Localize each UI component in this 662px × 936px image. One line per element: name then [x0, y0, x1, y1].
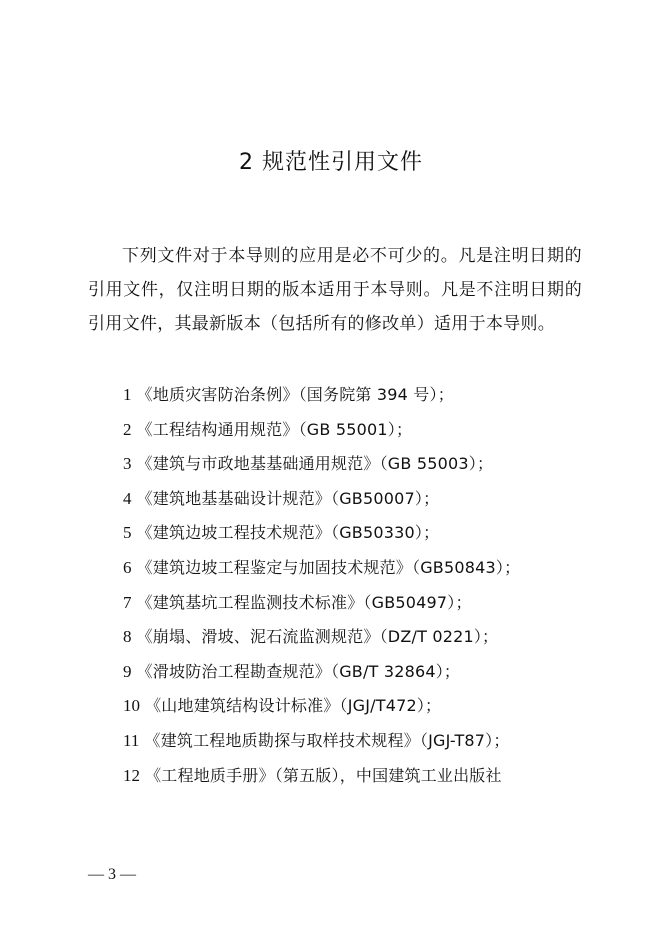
reference-item: 9 《滑坡防治工程勘查规范》（GB/T 32864）；	[123, 661, 461, 681]
intro-paragraph: 下列文件对于本导则的应用是必不可少的。凡是注明日期的引用文件，仅注明日期的版本适用于本导则。凡是不注明日期的引用文件，其最新版本（包括所有的修改单）适用于本导则。	[88, 246, 582, 334]
reference-item: 10 《山地建筑结构设计标准》（JGJ/T472）；	[123, 696, 442, 716]
page-number: — 3 —	[88, 866, 136, 883]
reference-item: 12 《工程地质手册》（第五版），中国建筑工业出版社	[123, 765, 502, 785]
reference-list	[123, 378, 593, 793]
reference-item: 11 《建筑工程地质勘探与取样技术规程》（JGJ-T87）；	[123, 730, 510, 750]
section-title: 2 规范性引用文件	[239, 150, 423, 175]
reference-item: 7 《建筑基坑工程监测技术标准》（GB50497）；	[123, 592, 472, 612]
reference-item: 1 《地质灾害防治条例》（国务院第 394 号）；	[123, 385, 454, 404]
reference-item: 8 《崩塌、滑坡、泥石流监测规范》（DZ/T 0221）；	[123, 627, 499, 647]
reference-item: 2 《工程结构通用规范》（GB 55001）；	[123, 419, 413, 439]
reference-item: 4 《建筑地基基础设计规范》（GB50007）；	[123, 488, 440, 508]
reference-item: 6 《建筑边坡工程鉴定与加固技术规范》（GB50843）；	[123, 557, 521, 577]
reference-item: 5 《建筑边坡工程技术规范》（GB50330）；	[123, 523, 440, 543]
reference-item: 3 《建筑与市政地基基础通用规范》（GB 55003）；	[123, 454, 494, 474]
